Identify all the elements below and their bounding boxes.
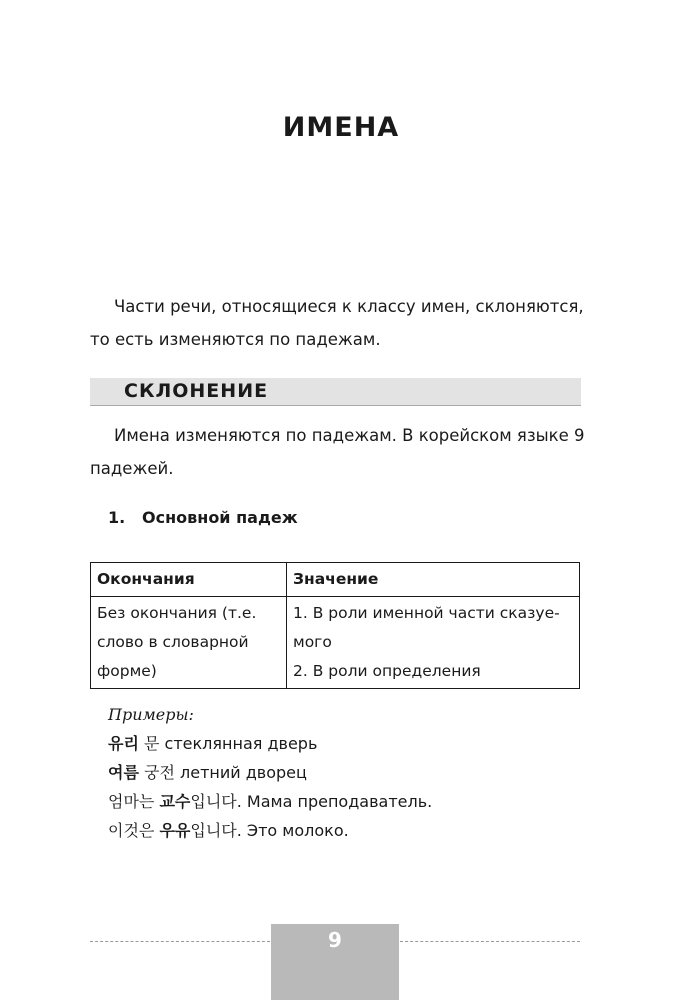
- example-item: [108, 816, 432, 845]
- example-item: [108, 787, 432, 816]
- example-item: [108, 758, 432, 787]
- example-text: 엄마는: [108, 792, 160, 811]
- example-text: 궁전 летний дворец: [138, 763, 307, 782]
- cell-line: слово в словарной: [97, 633, 249, 651]
- example-item: [108, 729, 432, 758]
- subsection-title: Основной падеж: [142, 508, 298, 527]
- subsection-heading: [108, 508, 298, 527]
- subsection-number: 1.: [108, 508, 126, 527]
- example-keyword: 교수: [159, 792, 191, 811]
- example-keyword: 여름: [108, 763, 139, 782]
- cell-line: 1. В роли именной части сказуе-: [293, 604, 560, 622]
- example-text: 문 стеклянная дверь: [138, 734, 318, 753]
- section-paragraph: Имена изменяются по падежам. В корейском языке 9 падежей.: [90, 426, 585, 478]
- example-keyword: 유리: [108, 734, 139, 753]
- cell-line: форме): [97, 662, 157, 680]
- page-number-tab: [271, 924, 399, 1000]
- table-row: [91, 597, 580, 689]
- examples-block: [108, 700, 432, 845]
- section-header-bar: [90, 378, 581, 406]
- table-cell-meaning: [287, 597, 580, 689]
- cell-line: Без окончания (т.е.: [97, 604, 257, 622]
- examples-label: Примеры:: [108, 705, 194, 724]
- intro-paragraph: Части речи, относящиеся к классу имен, склоняются, то есть изменяются по падежам.: [90, 297, 584, 349]
- page-number: 9: [328, 928, 342, 952]
- example-text: 이것은: [108, 821, 160, 840]
- footer-divider-left: [90, 941, 270, 942]
- chapter-title: ИМЕНА: [282, 112, 400, 143]
- section-title: СКЛОНЕНИЕ: [124, 380, 269, 402]
- footer-divider-right: [400, 941, 580, 942]
- table-header-meaning: Значение: [287, 563, 580, 597]
- example-keyword: 우유: [159, 821, 191, 840]
- example-text: 입니다. Это молоко.: [190, 821, 349, 840]
- cell-line: 2. В роли определения: [293, 662, 481, 680]
- case-table: [90, 562, 580, 689]
- table-header-endings: Окончания: [91, 563, 287, 597]
- table-cell-endings: [91, 597, 287, 689]
- table-header-row: [91, 563, 580, 597]
- example-text: 입니다. Мама преподаватель.: [190, 792, 433, 811]
- cell-line: мого: [293, 633, 332, 651]
